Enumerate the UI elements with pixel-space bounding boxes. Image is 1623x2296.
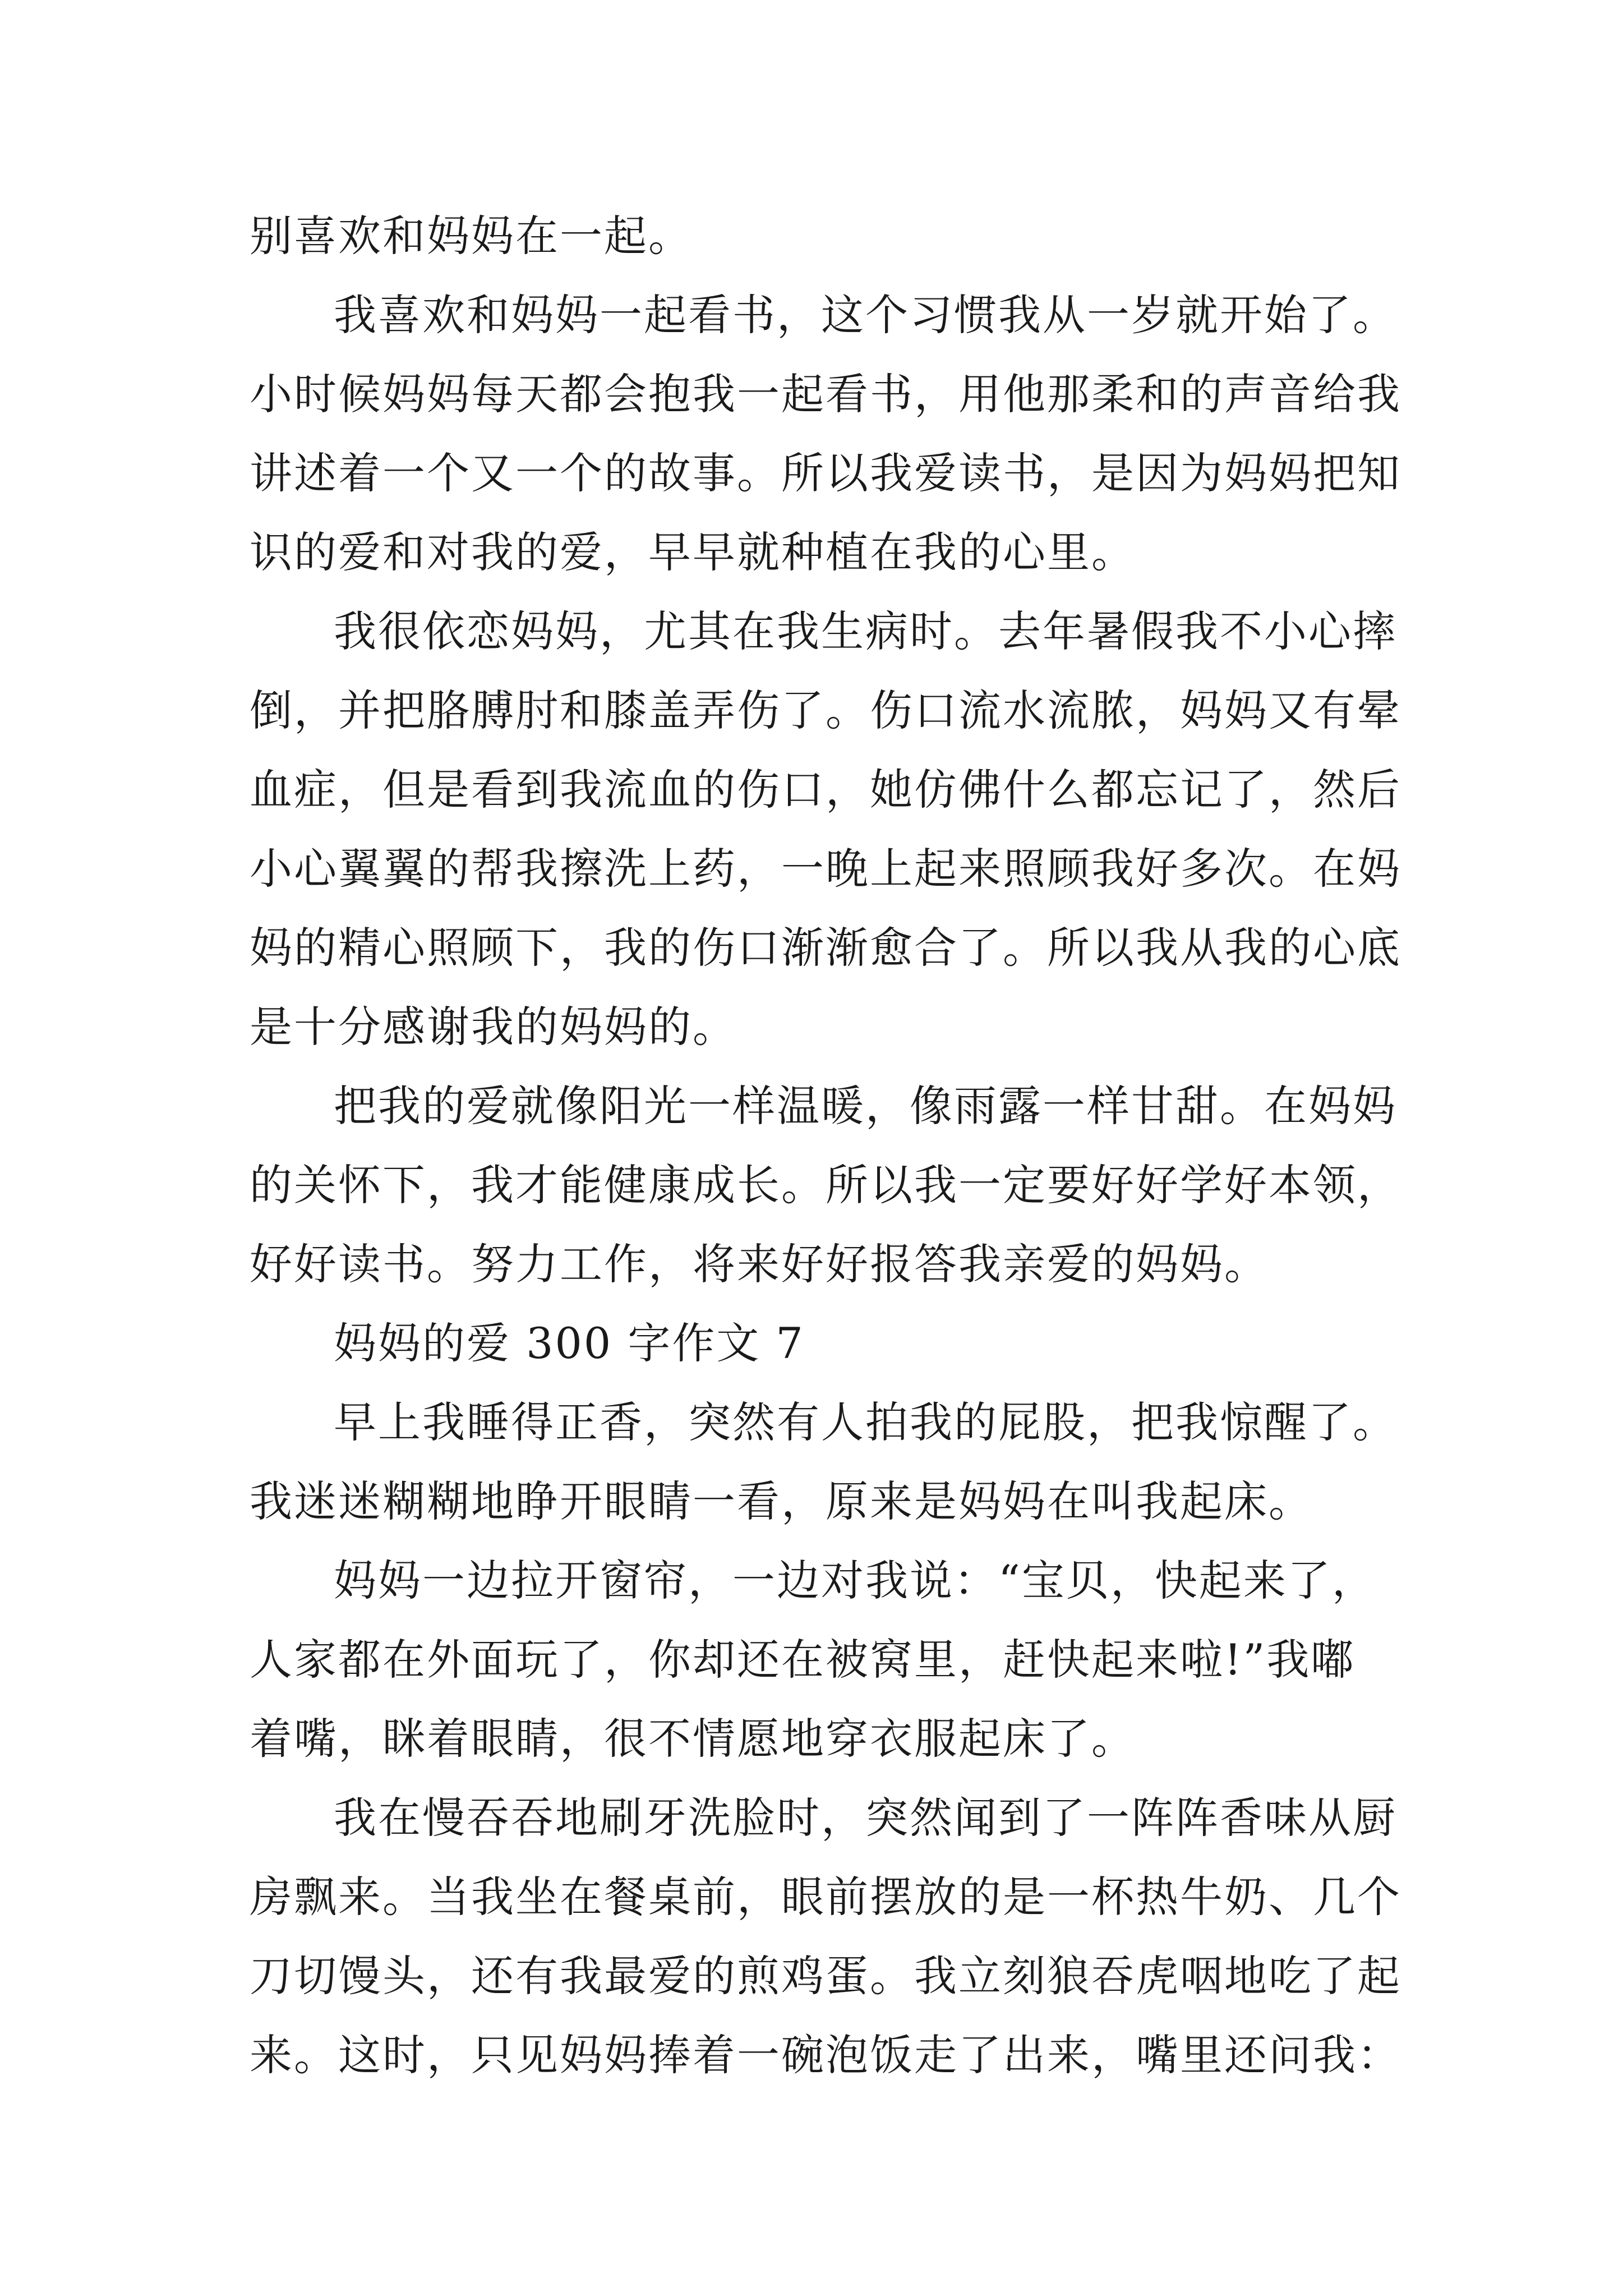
text-line: 识的爱和对我的爱，早早就种植在我的心里。: [250, 527, 1136, 577]
document-body: [250, 196, 1410, 2095]
text-line: 人家都在外面玩了，你却还在被窝里，赶快起来啦!”我嘟: [250, 1635, 1355, 1685]
text-line: 好好读书。努力工作，将来好好报答我亲爱的妈妈。: [250, 1239, 1269, 1289]
text-line: 别喜欢和妈妈在一起。: [250, 211, 693, 261]
text-line: 小时候妈妈每天都会抱我一起看书，用他那柔和的声音给我: [250, 369, 1401, 419]
text-line: 讲述着一个又一个的故事。所以我爱读书，是因为妈妈把知: [250, 448, 1401, 498]
text-line: 房飘来。当我坐在餐桌前，眼前摆放的是一杯热牛奶、几个: [250, 1872, 1401, 1922]
text-line: 妈妈一边拉开窗帘，一边对我说：“宝贝，快起来了，: [334, 1556, 1376, 1605]
text-line: 小心翼翼的帮我擦洗上药，一晚上起来照顾我好多次。在妈: [250, 844, 1401, 894]
text-line: 是十分感谢我的妈妈的。: [250, 1002, 737, 1052]
text-line: 早上我睡得正香，突然有人拍我的屁股，把我惊醒了。: [334, 1397, 1397, 1447]
text-line: 我迷迷糊糊地睁开眼睛一看，原来是妈妈在叫我起床。: [250, 1476, 1313, 1526]
text-line: 来。这时，只见妈妈捧着一碗泡饭走了出来，嘴里还问我：: [250, 2030, 1401, 2080]
text-line: 着嘴，眯着眼睛，很不情愿地穿衣服起床了。: [250, 1714, 1136, 1764]
text-line: 血症，但是看到我流血的伤口，她仿佛什么都忘记了，然后: [250, 765, 1401, 815]
text-line: 刀切馒头，还有我最爱的煎鸡蛋。我立刻狼吞虎咽地吃了起: [250, 1951, 1401, 2001]
text-line: 的关怀下，我才能健康成长。所以我一定要好好学好本领，: [250, 1160, 1401, 1210]
section-heading: 妈妈的爱 300 字作文 7: [334, 1318, 805, 1368]
text-line: 把我的爱就像阳光一样温暖，像雨露一样甘甜。在妈妈: [334, 1081, 1397, 1131]
text-line: 我很依恋妈妈，尤其在我生病时。去年暑假我不小心摔: [334, 606, 1397, 656]
text-line: 倒，并把胳膊肘和膝盖弄伤了。伤口流水流脓，妈妈又有晕: [250, 685, 1401, 735]
text-line: 我喜欢和妈妈一起看书，这个习惯我从一岁就开始了。: [334, 290, 1397, 340]
text-line: 妈的精心照顾下，我的伤口渐渐愈合了。所以我从我的心底: [250, 923, 1401, 973]
text-line: 我在慢吞吞地刷牙洗脸时，突然闻到了一阵阵香味从厨: [334, 1793, 1397, 1843]
